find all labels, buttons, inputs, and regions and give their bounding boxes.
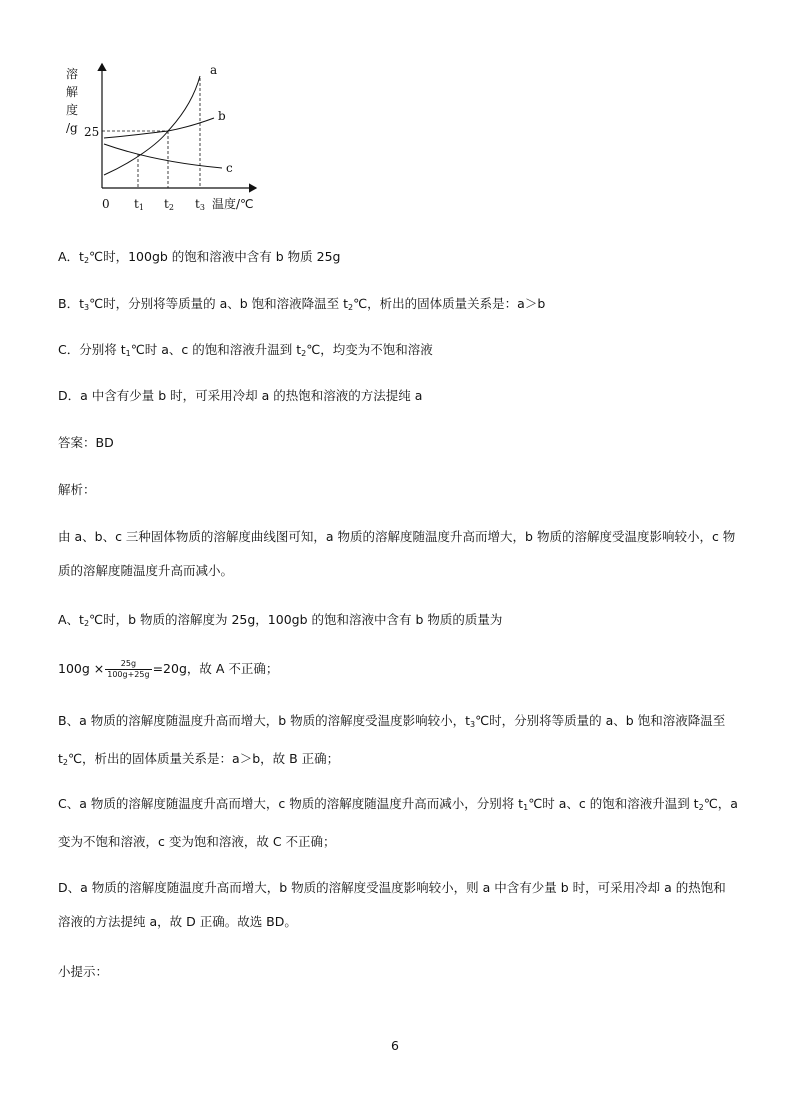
analysis-d: D、a 物质的溶解度随温度升高而增大，b 物质的溶解度受温度影响较小，则 a 中含有少量 b 时，可采用冷却 a 的热饱和溶液的方法提纯 a，故 D 正确。故选 BD。 [58, 880, 726, 929]
curve-label-c: c [226, 161, 233, 175]
curve-c [104, 144, 222, 168]
curve-b [104, 118, 214, 138]
x-tick-t3: t3 [195, 197, 205, 212]
page-number: 6 [391, 1038, 399, 1053]
curve-label-a: a [210, 63, 218, 77]
ylabel-char-3: 度 [66, 103, 79, 117]
option-b: B．$t_3℃$时，分别将等质量的 a、b 饱和溶液降温至 $t_2℃$，析出的固体质量关系是：a＞b [58, 296, 546, 312]
option-d: D．a 中含有少量 b 时，可采用冷却 a 的热饱和溶液的方法提纯 a [58, 388, 423, 403]
y-tick-25: 25 [84, 125, 100, 139]
option-a: A．$t_2℃$时，100gb 的饱和溶液中含有 b 物质 25g [58, 249, 341, 265]
x-axis-label: 温度/℃ [212, 197, 254, 211]
x-tick-t1: t1 [134, 197, 144, 212]
ylabel-char-2: 解 [66, 85, 79, 99]
answer: 答案：BD [58, 435, 114, 450]
tip-title: 小提示： [58, 964, 109, 979]
ylabel-char-1: 溶 [66, 67, 79, 81]
analysis-title: 解析： [58, 482, 96, 497]
analysis-a-formula: 100g × $\frac{25g}{100g+25g}$ =20g，故 A 不正确； [58, 659, 279, 679]
fraction: $\frac{25g}{100g+25g}$ [107, 659, 150, 679]
x-tick-t2: t2 [164, 197, 174, 212]
curve-label-b: b [218, 109, 226, 123]
analysis-c: C、a 物质的溶解度随温度升高而增大，c 物质的溶解度随温度升高而减小，分别将 $t_1℃$时 a、c 的饱和溶液升温到 $t_2℃$，a 变为不饱和溶液，c 变为饱和溶液，故 C 不正确； [58, 796, 738, 849]
solubility-curve-figure [58, 58, 278, 218]
option-c: C．分别将 $t_1℃$时 a、c 的饱和溶液升温到 $t_2℃$，均变为不饱和溶液 [58, 342, 433, 358]
analysis-a-line1: A、$t_2℃$时，b 物质的溶解度为 25g，100gb 的饱和溶液中含有 b 物质的质量为 [58, 612, 503, 628]
analysis-b: B、a 物质的溶解度随温度升高而增大，b 物质的溶解度受温度影响较小，$t_3℃$时，分别将等质量的 a、b 饱和溶液降温至 $t_2℃$，析出的固体质量关系是：a＞b，故 B 正确； [58, 713, 726, 767]
y-unit: /g [66, 121, 78, 135]
origin-label: 0 [102, 197, 110, 211]
curve-a [104, 76, 200, 175]
analysis-intro: 由 a、b、c 三种固体物质的溶解度曲线图可知，a 物质的溶解度随温度升高而增大，b 物质的溶解度受温度影响较小，c 物质的溶解度随温度升高而减小。 [58, 529, 736, 578]
